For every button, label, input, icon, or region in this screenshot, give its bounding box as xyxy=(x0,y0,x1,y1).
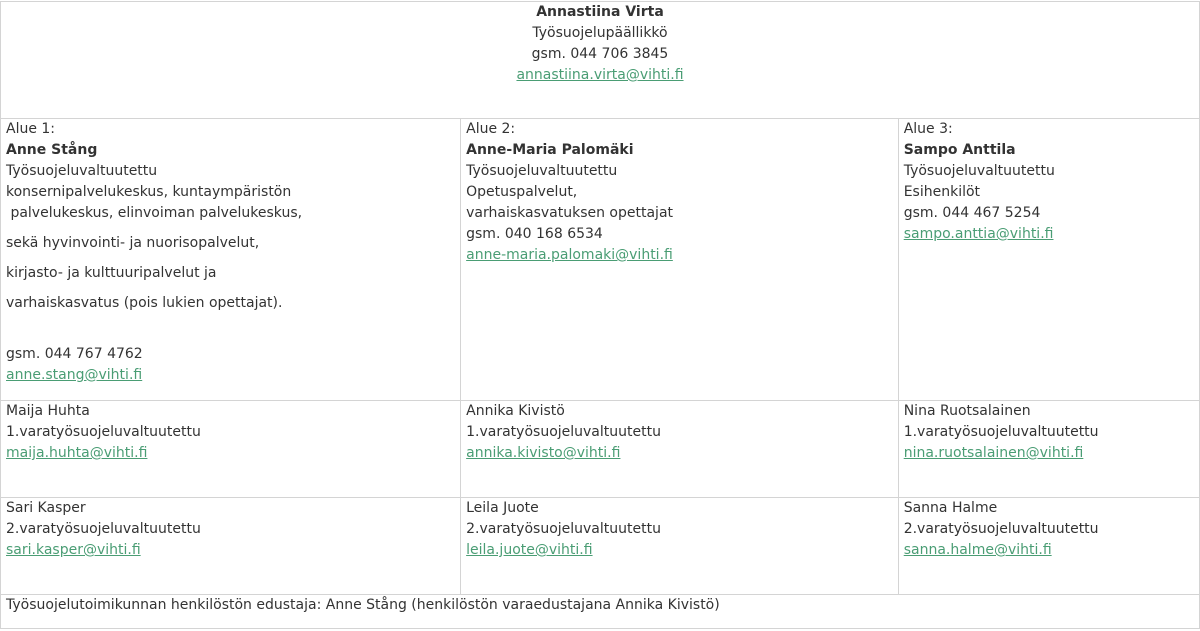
deputy-role: 1.varatyösuojeluvaltuutettu xyxy=(466,424,661,440)
area-desc-line: Opetuspalvelut, xyxy=(466,184,578,200)
contacts-table xyxy=(0,1,1200,629)
area-1-cell xyxy=(1,119,461,401)
deputy-name: Sanna Halme xyxy=(903,500,998,516)
deputy-name: Nina Ruotsalainen xyxy=(903,403,1031,419)
head-cell xyxy=(1,2,1200,119)
head-title: Työsuojelupäällikkö xyxy=(532,25,668,41)
deputy-name: Annika Kivistö xyxy=(466,403,565,419)
areas-row xyxy=(1,119,1200,401)
first-deputies-row xyxy=(1,401,1200,498)
area-email-link[interactable]: anne-maria.palomaki@vihti.fi xyxy=(466,247,673,263)
deputy-name: Leila Juote xyxy=(466,500,539,516)
deputy-role: 1.varatyösuojeluvaltuutettu xyxy=(6,424,201,440)
head-phone: gsm. 044 706 3845 xyxy=(531,46,669,62)
area-desc-line: kirjasto- ja kulttuuripalvelut ja xyxy=(6,265,217,281)
deputy-cell xyxy=(1,401,461,498)
deputy-cell xyxy=(1,498,461,595)
footer-text: Työsuojelutoimikunnan henkilöstön edustaja: Anne Stång (henkilöstön varaedustajana Annika Kivistö) xyxy=(6,597,720,613)
deputy-cell xyxy=(461,498,899,595)
deputy-cell xyxy=(898,498,1199,595)
deputy-role: 2.varatyösuojeluvaltuutettu xyxy=(466,521,661,537)
deputy-email-link[interactable]: annika.kivisto@vihti.fi xyxy=(466,445,621,461)
deputy-role: 2.varatyösuojeluvaltuutettu xyxy=(6,521,201,537)
area-email-link[interactable]: anne.stang@vihti.fi xyxy=(6,367,143,383)
head-email-link[interactable]: annastiina.virta@vihti.fi xyxy=(516,67,684,83)
area-role: Työsuojeluvaltuutettu xyxy=(466,163,618,179)
deputy-email-link[interactable]: nina.ruotsalainen@vihti.fi xyxy=(903,445,1084,461)
area-phone: gsm. 044 767 4762 xyxy=(6,346,143,362)
area-desc-line: konsernipalvelukeskus, kuntaympäristön xyxy=(6,184,292,200)
area-name: Sampo Anttila xyxy=(903,142,1016,158)
footer-cell xyxy=(1,595,1200,629)
area-name: Anne-Maria Palomäki xyxy=(466,142,634,158)
area-label: Alue 3: xyxy=(903,121,953,137)
footer-row xyxy=(1,595,1200,629)
area-desc-line: Esihenkilöt xyxy=(903,184,981,200)
deputy-role: 2.varatyösuojeluvaltuutettu xyxy=(903,521,1099,537)
area-email-link[interactable]: sampo.anttia@vihti.fi xyxy=(903,226,1054,242)
deputy-name: Maija Huhta xyxy=(6,403,90,419)
deputy-cell xyxy=(461,401,899,498)
deputy-email-link[interactable]: leila.juote@vihti.fi xyxy=(466,542,593,558)
area-phone: gsm. 044 467 5254 xyxy=(903,205,1041,221)
area-desc-line: varhaiskasvatuksen opettajat xyxy=(466,205,674,221)
area-label: Alue 2: xyxy=(466,121,516,137)
head-row xyxy=(1,2,1200,119)
area-desc-line: varhaiskasvatus (pois lukien opettajat). xyxy=(6,295,283,311)
deputy-email-link[interactable]: sanna.halme@vihti.fi xyxy=(903,542,1052,558)
deputy-cell xyxy=(898,401,1199,498)
deputy-email-link[interactable]: sari.kasper@vihti.fi xyxy=(6,542,141,558)
area-label: Alue 1: xyxy=(6,121,56,137)
area-3-cell xyxy=(898,119,1199,401)
deputy-email-link[interactable]: maija.huhta@vihti.fi xyxy=(6,445,148,461)
area-phone: gsm. 040 168 6534 xyxy=(466,226,603,242)
area-2-cell xyxy=(461,119,899,401)
second-deputies-row xyxy=(1,498,1200,595)
area-desc-line: sekä hyvinvointi- ja nuorisopalvelut, xyxy=(6,235,260,251)
area-role: Työsuojeluvaltuutettu xyxy=(6,163,158,179)
area-name: Anne Stång xyxy=(6,142,98,158)
area-role: Työsuojeluvaltuutettu xyxy=(903,163,1055,179)
head-name: Annastiina Virta xyxy=(536,4,664,20)
deputy-role: 1.varatyösuojeluvaltuutettu xyxy=(903,424,1099,440)
deputy-name: Sari Kasper xyxy=(6,500,86,516)
area-desc-line: palvelukeskus, elinvoiman palvelukeskus, xyxy=(6,205,303,221)
